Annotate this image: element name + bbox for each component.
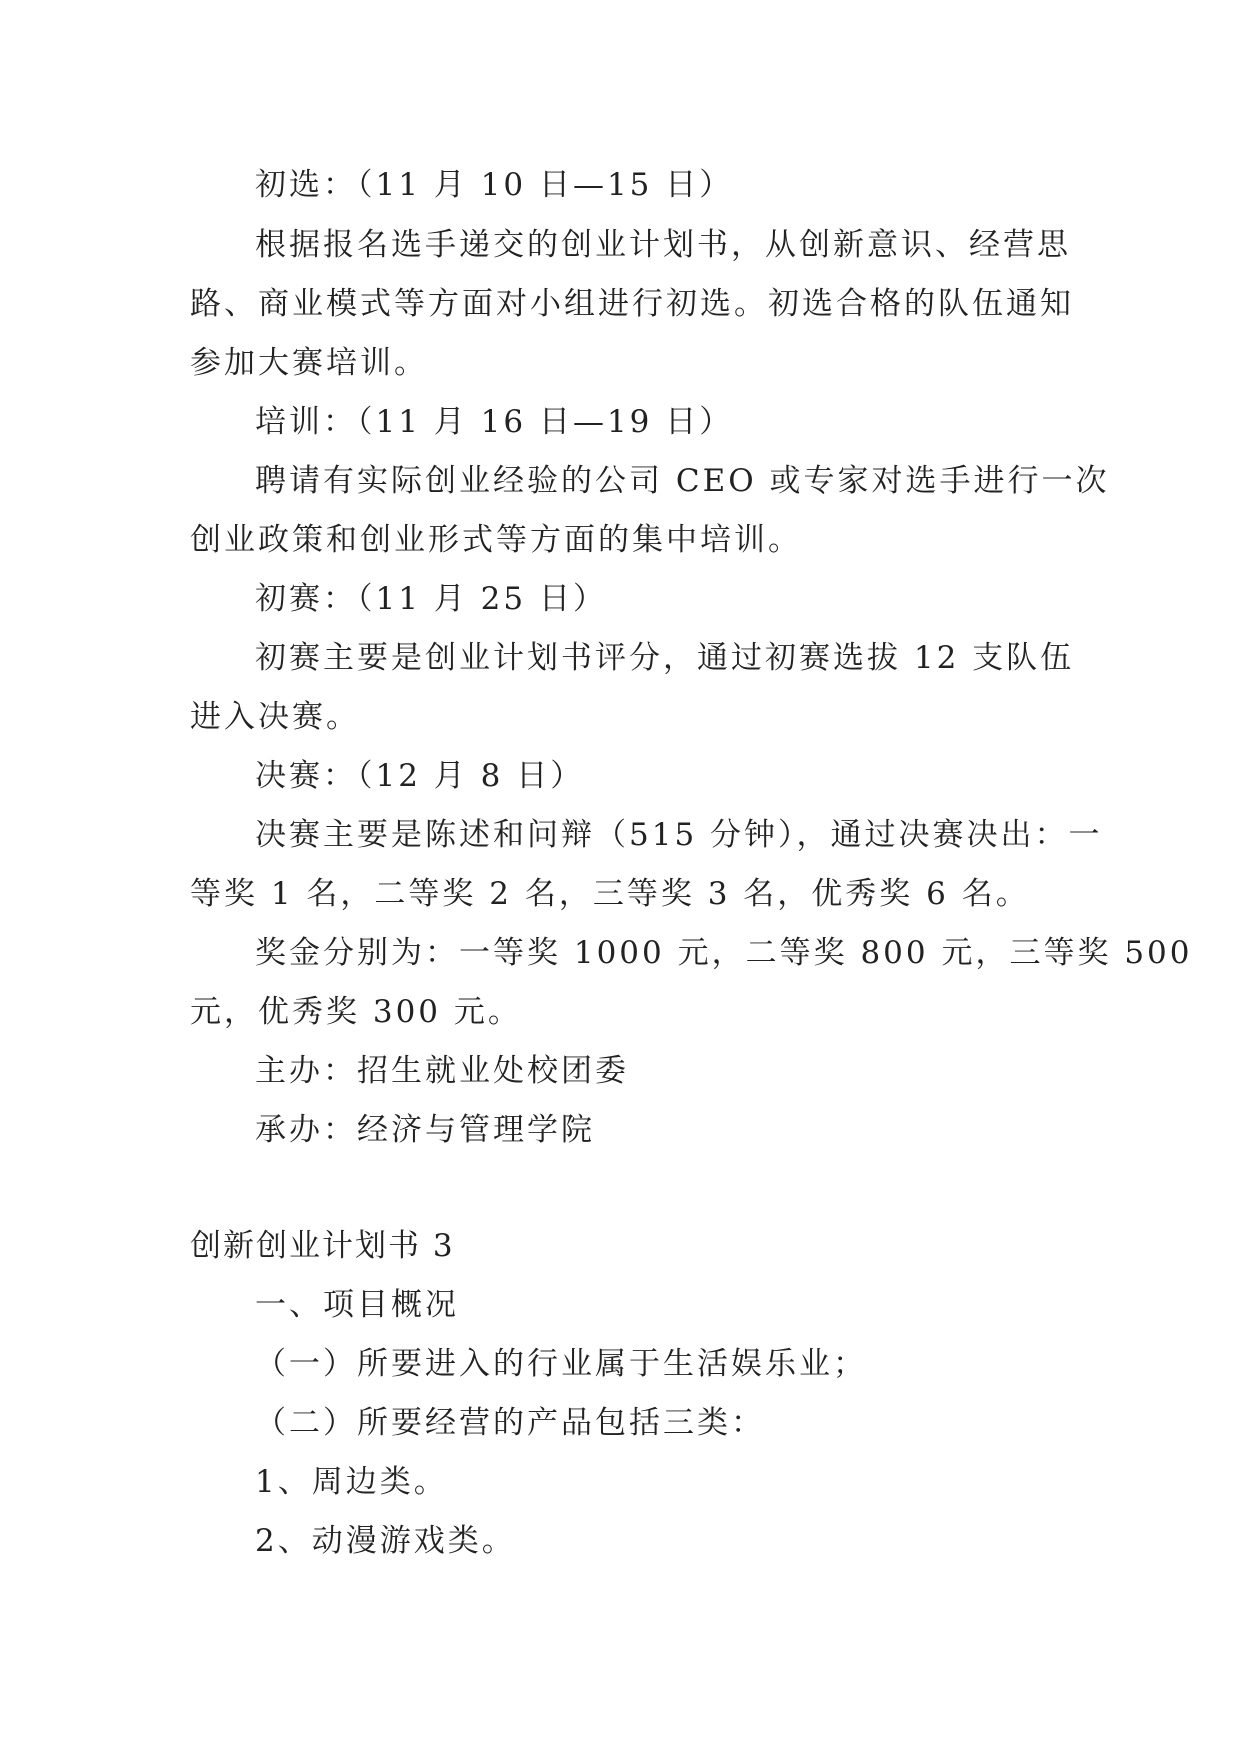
- schedule-final-heading: 决赛：（12 月 8 日）: [255, 758, 585, 794]
- schedule-preliminary-heading: 初选：（11 月 10 日—15 日）: [255, 167, 734, 203]
- paragraph-line: 奖金分别为：一等奖 1000 元，二等奖 800 元，三等奖 500: [255, 935, 1193, 971]
- schedule-first-round-heading: 初赛：（11 月 25 日）: [255, 581, 607, 617]
- list-item: 2、动漫游戏类。: [255, 1523, 516, 1559]
- paragraph-line: 创业政策和创业形式等方面的集中培训。: [190, 522, 802, 558]
- paragraph-line: 元，优秀奖 300 元。: [190, 994, 522, 1030]
- list-item: （一）所要进入的行业属于生活娱乐业；: [255, 1346, 867, 1382]
- list-item: （二）所要经营的产品包括三类：: [255, 1405, 765, 1441]
- paragraph-line: 聘请有实际创业经验的公司 CEO 或专家对选手进行一次: [255, 463, 1110, 499]
- section-heading: 一、项目概况: [255, 1287, 459, 1323]
- paragraph-line: 决赛主要是陈述和问辩（515 分钟），通过决赛决出：一: [255, 817, 1103, 853]
- paragraph-line: 根据报名选手递交的创业计划书，从创新意识、经营思: [255, 227, 1071, 263]
- organizer-line: 主办：招生就业处校团委: [255, 1053, 629, 1089]
- paragraph-line: 初赛主要是创业计划书评分，通过初赛选拔 12 支队伍: [255, 640, 1075, 676]
- paragraph-line: 等奖 1 名，二等奖 2 名，三等奖 3 名，优秀奖 6 名。: [190, 876, 1030, 912]
- list-item: 1、周边类。: [255, 1464, 448, 1500]
- co-organizer-line: 承办：经济与管理学院: [255, 1112, 595, 1148]
- schedule-training-heading: 培训：（11 月 16 日—19 日）: [255, 404, 734, 440]
- paragraph-line: 进入决赛。: [190, 699, 360, 735]
- paragraph-line: 参加大赛培训。: [190, 345, 428, 381]
- paragraph-line: 路、商业模式等方面对小组进行初选。初选合格的队伍通知: [190, 286, 1074, 322]
- section-title: 创新创业计划书 3: [190, 1228, 455, 1264]
